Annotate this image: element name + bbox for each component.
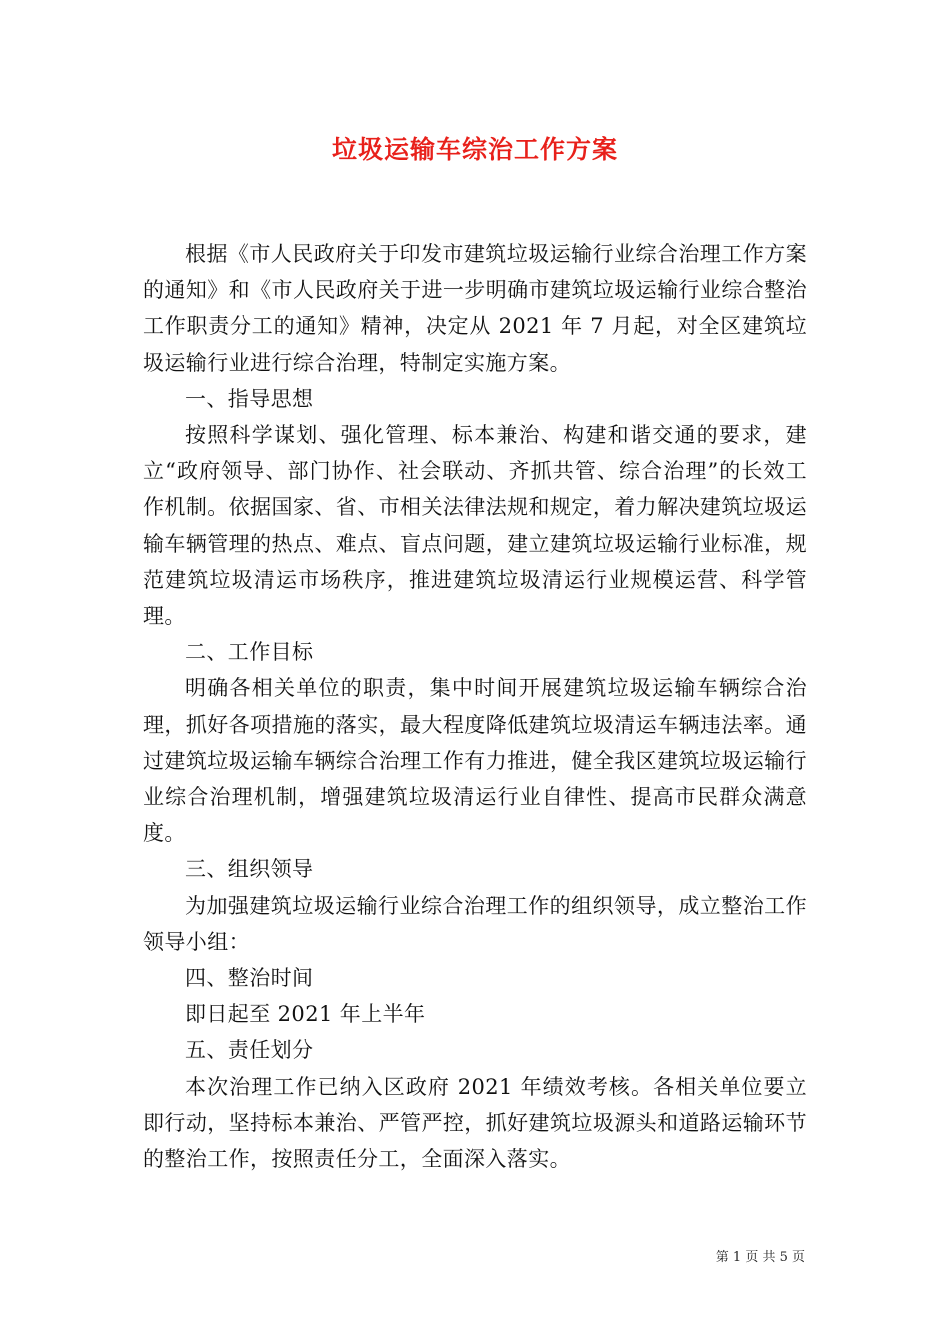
paragraph-rectification-time: 即日起至 2021 年上半年: [185, 1002, 426, 1027]
paragraph-guiding-ideology: 按照科学谋划、强化管理、标本兼治、构建和谐交通的要求，建立“政府领导、部门协作、社会联动、齐抓共管、综合治理”的长效工作机制。依据国家、省、市相关法律法规和规定，着力解决建筑垃圾运输车辆管理的热点、难点、盲点问题，建立建筑垃圾运输行业标准，规范建筑垃圾清运市场秩序，推进建筑垃圾清运行业规模运营、科学管理。: [143, 423, 807, 629]
document-title: 垃圾运输车综治工作方案: [331, 135, 618, 164]
paragraph-work-goals: 明确各相关单位的职责，集中时间开展建筑垃圾运输车辆综合治理，抓好各项措施的落实，最大程度降低建筑垃圾清运车辆违法率。通过建筑垃圾运输车辆综合治理工作有力推进，健全我区建筑垃圾运输行业综合治理机制，增强建筑垃圾清运行业自律性、提高市民群众满意度。: [143, 676, 807, 846]
section-heading-guiding-ideology: 一、指导思想: [185, 386, 314, 411]
paragraph-responsibility: 本次治理工作已纳入区政府 2021 年绩效考核。各相关单位要立即行动，坚持标本兼治、严管严控，抓好建筑垃圾源头和道路运输环节的整治工作，按照责任分工，全面深入落实。: [143, 1074, 807, 1172]
section-heading-responsibility: 五、责任划分: [185, 1038, 314, 1063]
section-heading-organization: 三、组织领导: [185, 857, 314, 882]
document-body: [143, 236, 807, 1177]
intro-paragraph: 根据《市人民政府关于印发市建筑垃圾运输行业综合治理工作方案的通知》和《市人民政府关于进一步明确市建筑垃圾运输行业综合整治工作职责分工的通知》精神，决定从 2021 年 7 月起，对全区建筑垃圾运输行业进行综合治理，特制定实施方案。: [143, 242, 807, 375]
section-heading-work-goals: 二、工作目标: [185, 640, 314, 665]
paragraph-organization: 为加强建筑垃圾运输行业综合治理工作的组织领导，成立整治工作领导小组：: [143, 893, 807, 954]
page-number: 第 1 页 共 5 页: [715, 1250, 805, 1265]
section-heading-rectification-time: 四、整治时间: [185, 966, 314, 991]
